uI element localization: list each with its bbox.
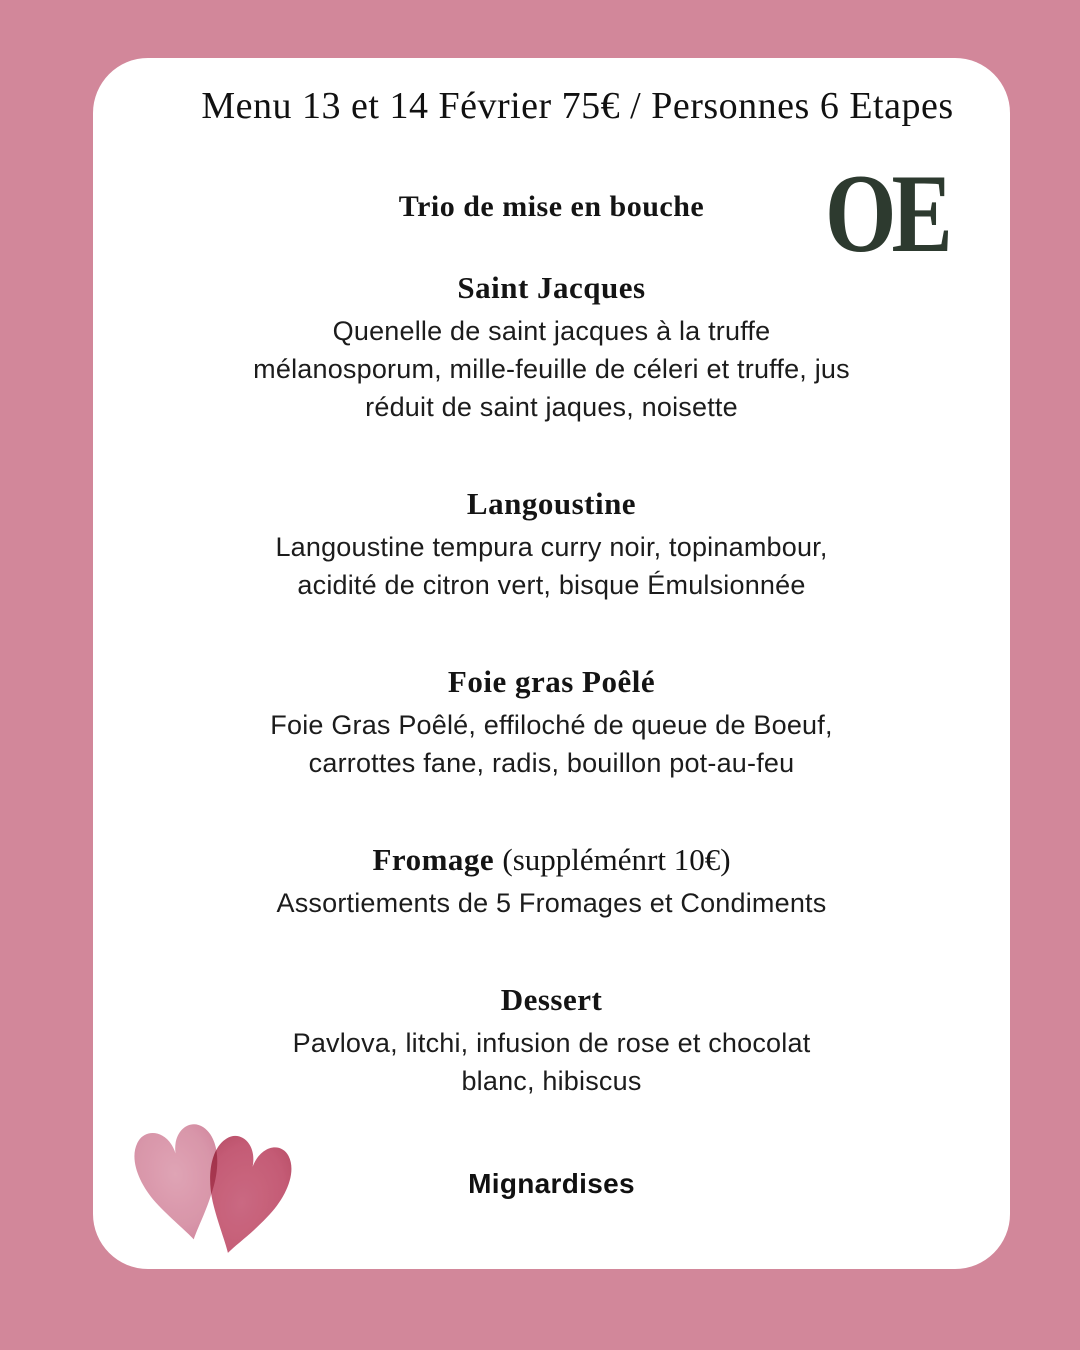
course-supplement-note: (suppléménrt 10€) — [502, 842, 731, 877]
course-description — [93, 528, 1010, 604]
menu-title: Menu 13 et 14 Février 75€ / Personnes 6 Etapes — [201, 85, 954, 127]
course-description — [93, 884, 1010, 922]
description-line: blanc, hibiscus — [461, 1066, 642, 1096]
course-section-foie-gras — [93, 664, 1010, 782]
course-section-saint-jacques — [93, 270, 1010, 426]
description-line: carrottes fane, radis, bouillon pot-au-feu — [308, 748, 795, 778]
course-name: Dessert — [500, 982, 603, 1017]
course-name: Langoustine — [466, 486, 637, 521]
course-section-fromage — [93, 842, 1010, 922]
course-section-dessert — [93, 982, 1010, 1100]
course-description — [93, 312, 1010, 426]
course-section-langoustine — [93, 486, 1010, 604]
course-name-text: Fromage — [372, 842, 495, 877]
course-description — [93, 1024, 1010, 1100]
course-name: Saint Jacques — [457, 270, 646, 305]
description-line: Pavlova, litchi, infusion de rose et chocolat — [292, 1028, 811, 1058]
menu-card — [93, 58, 1010, 1269]
description-line: Langoustine tempura curry noir, topinambour, — [275, 532, 828, 562]
course-description — [93, 706, 1010, 782]
description-line: mélanosporum, mille-feuille de céleri et truffe, jus — [253, 354, 850, 384]
hearts-icon — [121, 1112, 316, 1267]
description-line: réduit de saint jaques, noisette — [365, 392, 738, 422]
intro-heading: Trio de mise en bouche — [398, 190, 705, 223]
mignardises-label: Mignardises — [468, 1168, 635, 1199]
description-line: acidité de citron vert, bisque Émulsionnée — [297, 570, 806, 600]
course-name — [93, 842, 1010, 878]
restaurant-logo: OE — [825, 152, 948, 276]
description-line: Assortiements de 5 Fromages et Condiments — [276, 888, 827, 918]
course-name: Foie gras Poêlé — [447, 664, 656, 699]
description-line: Quenelle de saint jacques à la truffe — [332, 316, 771, 346]
description-line: Foie Gras Poêlé, effiloché de queue de Boeuf, — [270, 710, 833, 740]
